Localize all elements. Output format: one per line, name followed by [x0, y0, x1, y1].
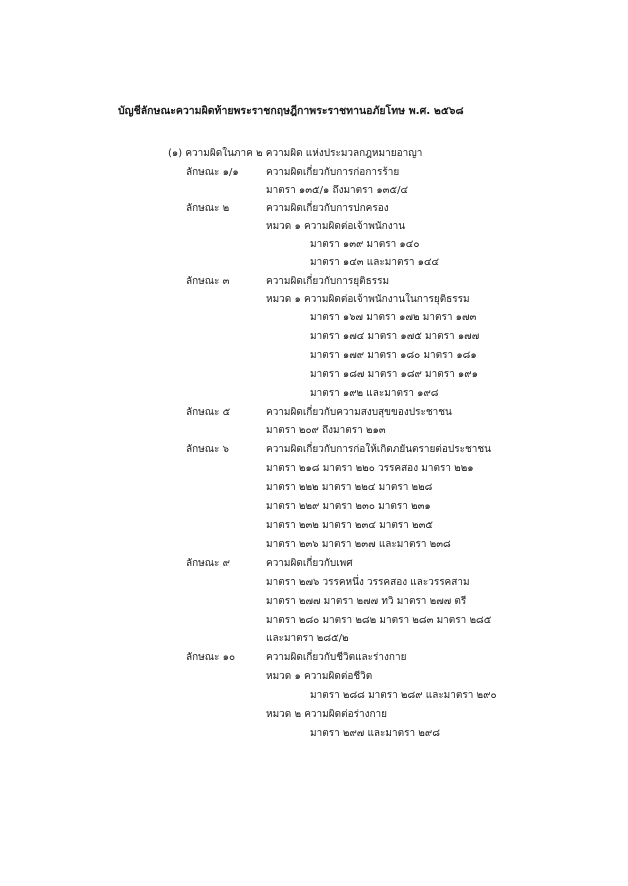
chapter-label: หมวด ๑ ความผิดต่อเจ้าพนักงาน [266, 221, 406, 232]
section-subline: มาตรา ๑๘๗ มาตรา ๑๘๙ มาตรา ๑๙๑ [310, 369, 478, 380]
section-line: มาตรา ๒๒๒ มาตรา ๒๒๔ มาตรา ๒๒๘ [266, 482, 433, 493]
section-subline: มาตรา ๑๗๔ มาตรา ๑๗๕ มาตรา ๑๗๗ [310, 331, 480, 342]
section-name: ความผิดเกี่ยวกับการก่อให้เกิดภยันตรายต่อประชาชน [266, 444, 491, 455]
section-subline: มาตรา ๑๔๓ และมาตรา ๑๔๔ [310, 257, 440, 268]
section-subline: มาตรา ๑๙๒ และมาตรา ๑๙๘ [310, 388, 439, 399]
section-subline: มาตรา ๒๘๘ มาตรา ๒๘๙ และมาตรา ๒๙๐ [310, 690, 497, 701]
section-code: ลักษณะ ๑๐ [186, 652, 236, 663]
section-line: มาตรา ๑๓๕/๑ ถึงมาตรา ๑๓๕/๔ [266, 185, 409, 196]
section-name: ความผิดเกี่ยวกับความสงบสุขของประชาชน [266, 407, 452, 418]
section-name: ความผิดเกี่ยวกับการก่อการร้าย [266, 167, 400, 178]
document-title: บัญชีลักษณะความผิดท้ายพระราชกฤษฎีกาพระราชทานอภัยโทษ พ.ศ. ๒๕๖๘ [118, 105, 464, 117]
section-subline: มาตรา ๒๙๗ และมาตรา ๒๙๘ [310, 728, 440, 739]
section-line: มาตรา ๒๐๙ ถึงมาตรา ๒๑๓ [266, 425, 386, 436]
section-line: มาตรา ๒๑๘ มาตรา ๒๒๐ วรรคสอง มาตรา ๒๒๑ [266, 463, 474, 474]
section-code: ลักษณะ ๙ [186, 558, 230, 569]
section-code: ลักษณะ ๒ [186, 203, 230, 214]
section-line: และมาตรา ๒๘๕/๒ [266, 633, 349, 644]
chapter-label: หมวด ๒ ความผิดต่อร่างกาย [266, 709, 388, 720]
section-line: มาตรา ๒๗๖ วรรคหนึ่ง วรรคสอง และวรรคสาม [266, 577, 470, 588]
section-subline: มาตรา ๑๗๙ มาตรา ๑๘๐ มาตรา ๑๘๑ [310, 350, 477, 361]
section-line: มาตรา ๒๓๖ มาตรา ๒๓๗ และมาตรา ๒๓๘ [266, 539, 451, 550]
section-header: (๑) ความผิดในภาค ๒ ความผิด แห่งประมวลกฎหมายอาญา [168, 148, 423, 159]
section-name: ความผิดเกี่ยวกับการยุติธรรม [266, 276, 390, 287]
section-code: ลักษณะ ๓ [186, 276, 230, 287]
section-code: ลักษณะ ๕ [186, 407, 231, 418]
section-code: ลักษณะ ๑/๑ [186, 167, 239, 178]
section-line: มาตรา ๒๗๗ มาตรา ๒๗๗ ทวิ มาตรา ๒๗๗ ตรี [266, 596, 467, 607]
chapter-label: หมวด ๑ ความผิดต่อชีวิต [266, 671, 373, 682]
section-line: มาตรา ๒๓๒ มาตรา ๒๓๔ มาตรา ๒๓๕ [266, 520, 433, 531]
section-subline: มาตรา ๑๖๗ มาตรา ๑๗๒ มาตรา ๑๗๓ [310, 312, 477, 323]
section-name: ความผิดเกี่ยวกับการปกครอง [266, 203, 389, 214]
chapter-label: หมวด ๑ ความผิดต่อเจ้าพนักงานในการยุติธรรม [266, 294, 470, 305]
section-name: ความผิดเกี่ยวกับชีวิตและร่างกาย [266, 652, 407, 663]
section-line: มาตรา ๒๒๙ มาตรา ๒๓๐ มาตรา ๒๓๑ [266, 501, 431, 512]
section-line: มาตรา ๒๘๐ มาตรา ๒๘๒ มาตรา ๒๘๓ มาตรา ๒๘๕ [266, 615, 492, 626]
section-subline: มาตรา ๑๓๙ มาตรา ๑๔๐ [310, 239, 420, 250]
section-name: ความผิดเกี่ยวกับเพศ [266, 558, 353, 569]
section-code: ลักษณะ ๖ [186, 444, 229, 455]
